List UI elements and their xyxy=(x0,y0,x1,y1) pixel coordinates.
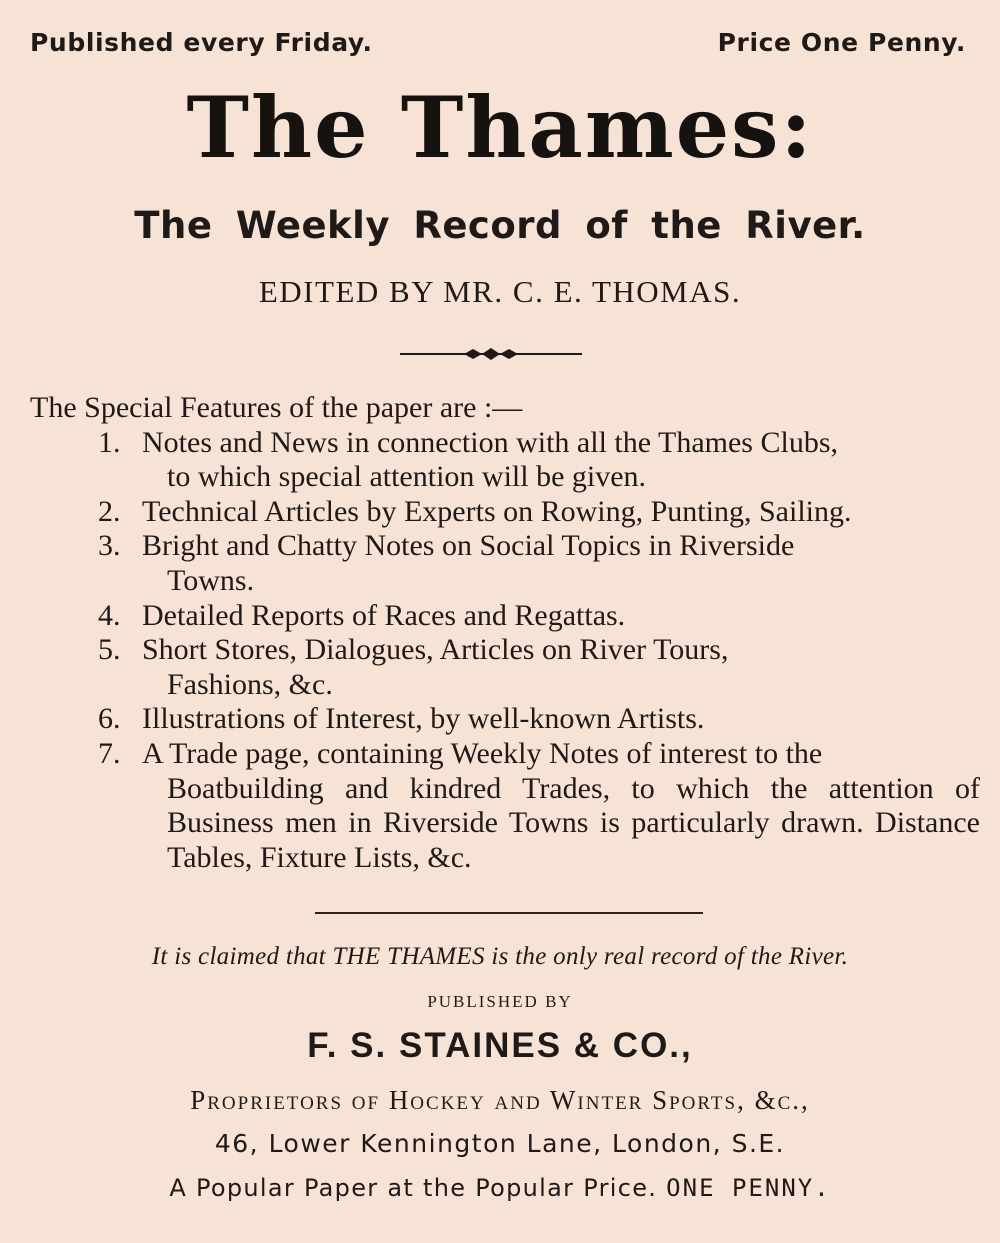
item-continuation: Boatbuilding and kindred Trades, to which the attention of Business men in Riverside Towns is particularly drawn. Distance Tables, Fixture Lists, &c. xyxy=(167,771,980,874)
item-number: 6. xyxy=(98,702,121,736)
item-text: A Trade page, containing Weekly Notes of interest to the xyxy=(142,736,823,770)
item-number: 1. xyxy=(98,425,121,459)
published-by-label: PUBLISHED BY xyxy=(427,992,573,1011)
masthead-subtitle: The Weekly Record of the River. xyxy=(134,204,866,247)
slogan-text: A Popular Paper at the Popular Price. xyxy=(169,1174,658,1202)
claim-statement: It is claimed that THE THAMES is the only real record of the River. xyxy=(151,943,849,970)
item-number: 4. xyxy=(98,598,121,632)
slogan-price: ONE PENNY. xyxy=(666,1174,831,1202)
item-text: Detailed Reports of Races and Regattas. xyxy=(142,598,626,632)
special-features xyxy=(30,391,980,875)
list-item xyxy=(30,426,980,495)
publisher-description: Proprietors of Hockey and Winter Sports, &c., xyxy=(190,1085,810,1115)
list-item xyxy=(30,737,980,875)
item-continuation: to which special attention will be given. xyxy=(167,460,647,494)
item-number: 2. xyxy=(98,494,121,528)
ornamental-divider-icon xyxy=(400,344,582,364)
features-intro: The Special Features of the paper are :— xyxy=(30,391,523,424)
item-text: Bright and Chatty Notes on Social Topics in Riverside xyxy=(142,529,795,563)
list-item xyxy=(30,702,980,737)
header-line xyxy=(30,28,966,64)
item-text: Short Stores, Dialogues, Articles on River Tours, xyxy=(142,633,729,667)
publisher-address: 46, Lower Kennington Lane, London, S.E. xyxy=(214,1129,786,1158)
item-text: Technical Articles by Experts on Rowing, Punting, Sailing. xyxy=(142,494,852,528)
masthead-title: The Thames: xyxy=(186,78,814,177)
item-text: Notes and News in connection with all the Thames Clubs, xyxy=(142,425,838,459)
list-item xyxy=(30,495,980,530)
item-continuation: Fashions, &c. xyxy=(167,667,333,701)
features-list xyxy=(30,426,980,876)
item-text: Illustrations of Interest, by well-known Artists. xyxy=(142,702,705,736)
divider-rule xyxy=(315,912,703,914)
item-number: 3. xyxy=(98,529,121,563)
list-item xyxy=(30,599,980,634)
list-item xyxy=(30,633,980,702)
editor-credit: EDITED BY MR. C. E. THOMAS. xyxy=(258,274,742,309)
slogan-line xyxy=(0,1170,1000,1206)
price-notice: Price One Penny. xyxy=(717,28,966,57)
item-number: 5. xyxy=(98,633,121,667)
item-continuation: Towns. xyxy=(167,563,255,597)
list-item xyxy=(30,529,980,598)
publication-frequency: Published every Friday. xyxy=(30,28,373,57)
item-number: 7. xyxy=(98,736,121,770)
publisher-name: F. S. STAINES & CO., xyxy=(307,1026,693,1065)
